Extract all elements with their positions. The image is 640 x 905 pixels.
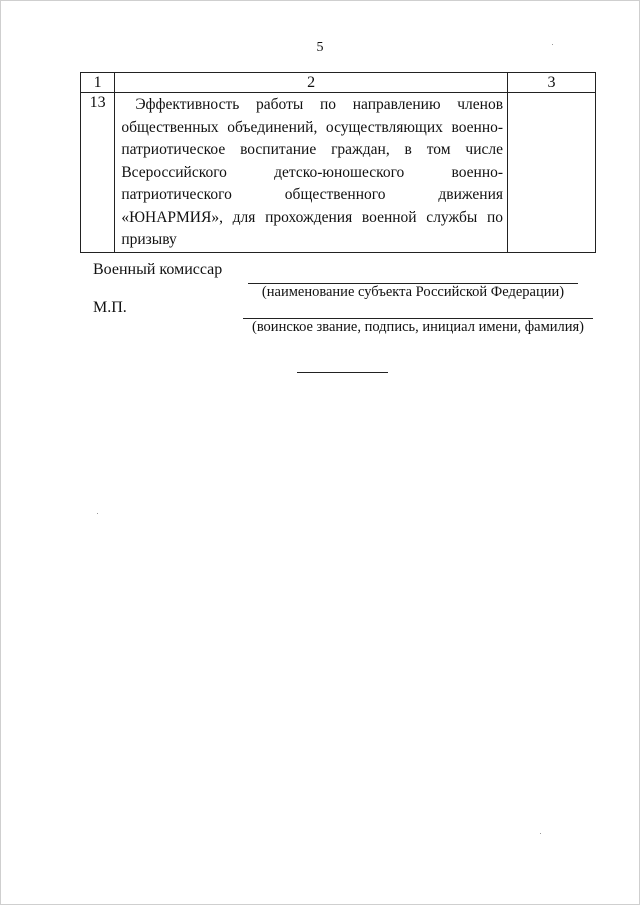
header-cell-2: 2 (115, 73, 508, 93)
region-caption: (наименование субъекта Российской Федерации) (261, 284, 565, 300)
row-text-content: Эффективность работы по направлению членов общественных объединений, осуществляющих военно-патриотическое воспитание граждан, в том числе Всероссийского детско-юношеского военно-патриотического общественного движения «ЮНАРМИЯ», для прохождения военной службы по призыву (121, 96, 504, 248)
page-number: 5 (316, 40, 324, 55)
stamp-label: М.П. (93, 299, 127, 316)
table-header-row (81, 73, 596, 93)
end-rule (297, 372, 388, 373)
table-row (81, 93, 596, 253)
scan-speck (540, 833, 541, 834)
criteria-table (80, 72, 596, 253)
header-cell-3: 3 (508, 73, 596, 93)
header-cell-1: 1 (81, 73, 115, 93)
row-value (508, 93, 596, 253)
rank-caption: (воинское звание, подпись, инициал имени, фамилия) (251, 319, 584, 335)
scan-speck (97, 513, 98, 514)
row-number: 13 (81, 93, 115, 253)
scan-speck (552, 44, 553, 45)
row-text (115, 93, 508, 253)
commissar-label: Военный комиссар (93, 261, 223, 278)
